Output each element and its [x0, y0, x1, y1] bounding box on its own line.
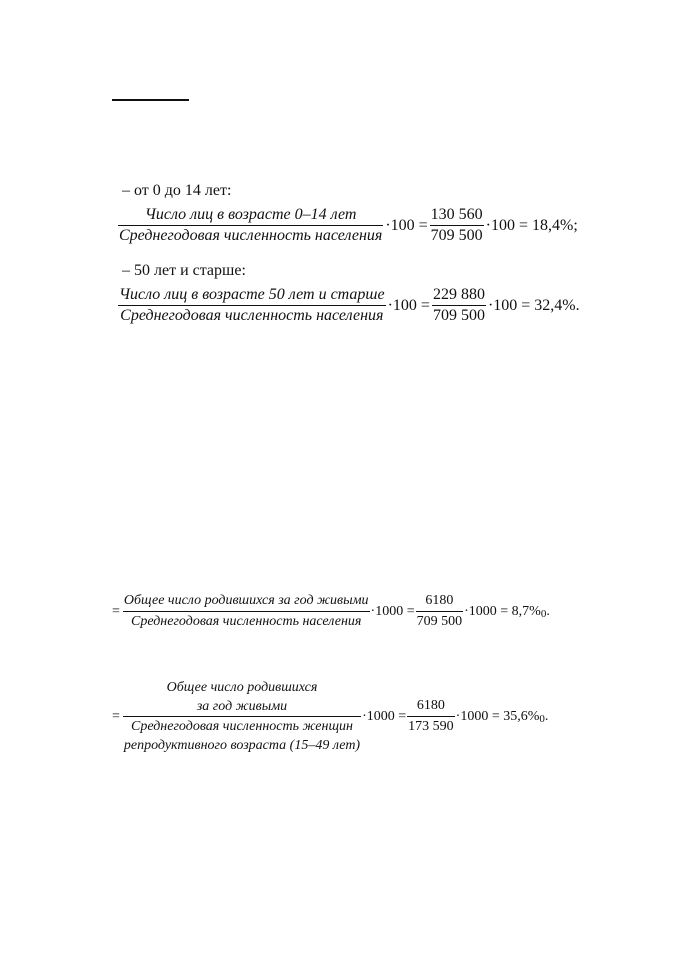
result-value: ·1000 = 8,7 [464, 603, 530, 619]
permille-main: % [527, 708, 540, 724]
multiplier-text: ·100 = [385, 216, 428, 234]
formula-age-0-14 [118, 205, 580, 246]
denominator-line-1: Среднегодовая численность женщин [131, 719, 353, 734]
numerator-line-1: Общее число родившихся [166, 680, 318, 695]
formula-birth-rate [112, 591, 551, 632]
permille-sub: 0 [540, 607, 547, 620]
fraction-text [118, 285, 386, 326]
age-group-0-14-label: – от 0 до 14 лет: [122, 182, 232, 199]
age-group-50-plus-label: – 50 лет и старше: [122, 262, 246, 279]
result-value: ·1000 = 35,6 [455, 708, 528, 724]
numerator-text: Число лиц в возрасте 0–14 лет [144, 206, 357, 223]
denominator-line-2: репродуктивного возраста (15–49 лет) [123, 738, 361, 753]
permille-main: % [529, 603, 541, 619]
permille-sign [528, 709, 545, 724]
numerator-text: Общее число родившихся за год живыми [123, 593, 369, 608]
end-period: . [544, 708, 549, 724]
heading-underline [112, 99, 189, 101]
formula-fertility-rate [112, 678, 549, 755]
result-text [455, 709, 550, 725]
formula-age-50-plus [118, 285, 582, 326]
denominator-value: 709 500 [432, 307, 485, 324]
numerator-value: 6180 [425, 593, 454, 608]
fraction-text [118, 205, 383, 246]
denominator-text: Среднегодовая численность населения [120, 307, 384, 324]
fraction-values [430, 205, 484, 246]
multiplier-text: ·1000 = [362, 708, 407, 724]
denominator-value: 709 500 [430, 227, 483, 244]
fraction-values [432, 285, 486, 326]
permille-sign [529, 604, 546, 619]
numerator-value: 6180 [416, 698, 445, 713]
denominator-text: Среднегодовая численность населения [131, 614, 362, 629]
denominator-value: 709 500 [416, 614, 463, 629]
permille-sub: 0 [539, 712, 545, 725]
denominator-value: 173 590 [408, 719, 454, 734]
leading-equals: = [112, 603, 120, 619]
end-period: . [546, 603, 550, 619]
numerator-value: 130 560 [430, 206, 483, 223]
multiplier-text: ·1000 = [370, 603, 415, 619]
numerator-value: 229 880 [432, 286, 485, 303]
fraction-values [416, 591, 464, 632]
denominator-text: Среднегодовая численность населения [119, 227, 383, 244]
result-text: ·100 = 18,4%; [485, 216, 578, 234]
multiplier-text: ·100 = [387, 296, 430, 314]
numerator-line-2: за год живыми [196, 699, 288, 714]
fraction-values [407, 696, 455, 737]
result-text [463, 604, 551, 620]
result-text: ·100 = 32,4%. [487, 296, 580, 314]
fraction-text [123, 678, 361, 755]
leading-equals: = [112, 708, 120, 724]
fraction-text [123, 591, 370, 632]
numerator-text: Число лиц в возрасте 50 лет и старше [119, 286, 385, 303]
